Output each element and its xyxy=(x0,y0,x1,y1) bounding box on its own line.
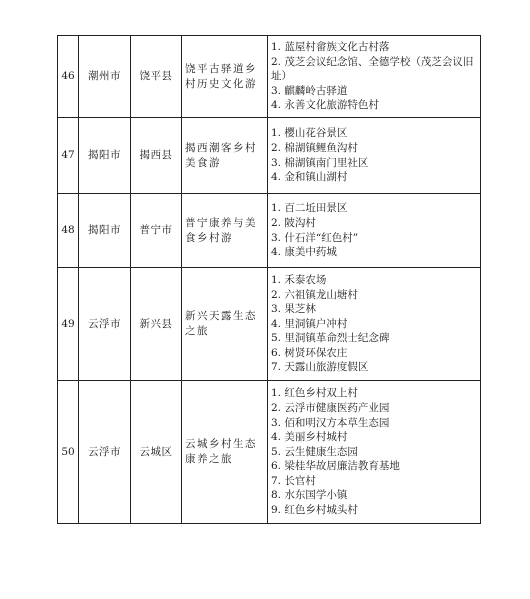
site-item: 6. 树贤环保农庄 xyxy=(271,346,348,359)
site-list xyxy=(271,126,477,184)
site-item: 3. 棉湖镇南门里社区 xyxy=(271,156,369,169)
site-list xyxy=(271,201,477,259)
table-row xyxy=(58,381,481,524)
site-item: 9. 红色乡村城头村 xyxy=(271,504,358,517)
site-item: 2. 云浮市健康医药产业园 xyxy=(271,401,390,414)
sites-cell xyxy=(268,268,481,381)
site-item: 4. 永善文化旅游特色村 xyxy=(271,99,379,112)
site-item: 2. 陂沟村 xyxy=(271,216,316,229)
sites-cell xyxy=(268,118,481,194)
site-item: 8. 水东国学小镇 xyxy=(271,489,348,502)
site-list xyxy=(271,273,477,375)
city-cell: 揭阳市 xyxy=(79,194,131,268)
city-cell: 潮州市 xyxy=(79,36,131,118)
row-number: 49 xyxy=(58,268,79,381)
site-item: 4. 金和镇山湖村 xyxy=(271,171,348,184)
route-name-cell: 普宁康养与美食乡村游 xyxy=(182,194,268,268)
county-cell: 普宁市 xyxy=(131,194,182,268)
site-item: 3. 佰和明汉方本草生态园 xyxy=(271,416,390,429)
site-item: 4. 里洞镇户冲村 xyxy=(271,317,348,330)
table-row xyxy=(58,268,481,381)
city-cell: 揭阳市 xyxy=(79,118,131,194)
table-row xyxy=(58,118,481,194)
site-item: 6. 梁桂华故居廉洁教育基地 xyxy=(271,460,400,473)
site-item: 2. 六祖镇龙山塘村 xyxy=(271,288,358,301)
sites-cell xyxy=(268,194,481,268)
site-item: 1. 禾泰农场 xyxy=(271,273,327,286)
rural-tourism-route-table xyxy=(57,35,481,524)
row-number: 46 xyxy=(58,36,79,118)
row-number: 47 xyxy=(58,118,79,194)
site-item: 1. 樱山花谷景区 xyxy=(271,127,348,140)
table-row xyxy=(58,194,481,268)
site-item: 5. 云生健康生态园 xyxy=(271,445,358,458)
site-item: 5. 里洞镇革命烈士纪念碑 xyxy=(271,332,390,345)
site-list xyxy=(271,40,477,113)
site-item: 3. 果芝林 xyxy=(271,303,316,316)
sites-cell xyxy=(268,381,481,524)
site-item: 1. 蓝屋村畲族文化古村落 xyxy=(271,41,390,54)
site-item: 3. 什石洋“红色村” xyxy=(271,231,359,244)
site-item: 4. 美丽乡村城村 xyxy=(271,431,348,444)
county-cell: 饶平县 xyxy=(131,36,182,118)
site-item: 2. 棉湖镇鲤鱼沟村 xyxy=(271,141,358,154)
city-cell: 云浮市 xyxy=(79,268,131,381)
site-list xyxy=(271,386,477,517)
site-item: 1. 百二坵田景区 xyxy=(271,202,348,215)
route-name-cell: 揭西潮客乡村美食游 xyxy=(182,118,268,194)
site-item: 7. 长官村 xyxy=(271,474,316,487)
sites-cell xyxy=(268,36,481,118)
site-item: 3. 麒麟岭古驿道 xyxy=(271,84,348,97)
site-item: 7. 天露山旅游度假区 xyxy=(271,361,369,374)
site-item: 2. 茂芝会议纪念馆、全德学校（茂芝会议旧址） xyxy=(271,55,474,83)
route-name-cell: 新兴天露生态之旅 xyxy=(182,268,268,381)
site-item: 4. 康美中药城 xyxy=(271,246,337,259)
route-name-cell: 饶平古驿道乡村历史文化游 xyxy=(182,36,268,118)
site-item: 1. 红色乡村双上村 xyxy=(271,387,358,400)
county-cell: 云城区 xyxy=(131,381,182,524)
row-number: 50 xyxy=(58,381,79,524)
county-cell: 新兴县 xyxy=(131,268,182,381)
county-cell: 揭西县 xyxy=(131,118,182,194)
table-row xyxy=(58,36,481,118)
row-number: 48 xyxy=(58,194,79,268)
city-cell: 云浮市 xyxy=(79,381,131,524)
route-name-cell: 云城乡村生态康养之旅 xyxy=(182,381,268,524)
